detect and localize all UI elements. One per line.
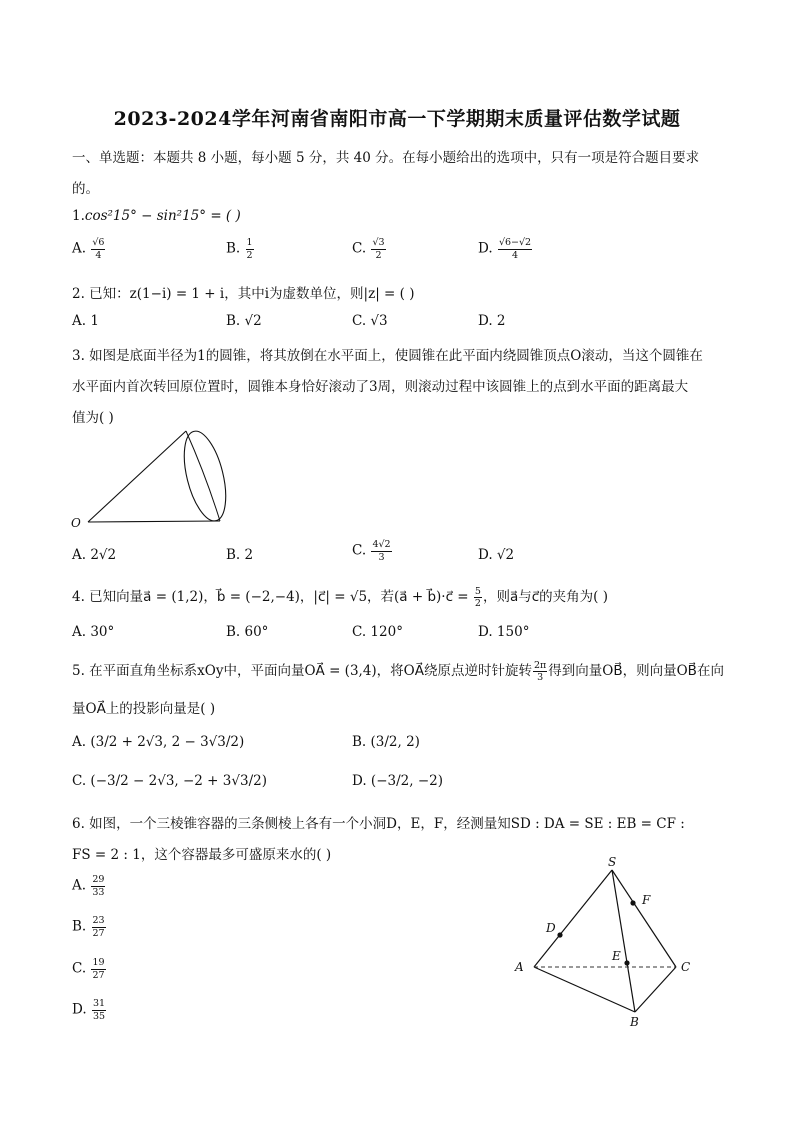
- section-heading-line2: 的。: [72, 181, 99, 197]
- q1-expression: cos²15° − sin²15° = ( ): [84, 208, 241, 224]
- q1-option-c-fraction: $\frac{√3}{2}$: [372, 237, 385, 261]
- q5-option-d[interactable]: D. (−3/2, −2): [352, 773, 443, 789]
- q6-option-b-fraction: $\frac{23}{27}$: [92, 915, 105, 939]
- q5-option-c[interactable]: C. (−3/2 − 2√3, −2 + 3√3/2): [72, 773, 267, 789]
- q1-number: 1.: [72, 208, 85, 224]
- label-b: B: [630, 1015, 639, 1029]
- q2-option-a[interactable]: A. 1: [72, 313, 99, 329]
- q5-stem-line2: 量OA⃗上的投影向量是( ): [72, 701, 216, 717]
- q5-option-b[interactable]: B. (3/2, 2): [352, 734, 420, 750]
- q3-option-c[interactable]: C. $\frac{4√2}{3}$: [352, 539, 391, 563]
- cone-base-diameter: [186, 431, 220, 521]
- section-heading-line1: 一、单选题：本题共 8 小题，每小题 5 分，共 40 分。在每小题给出的选项中，只有一项是符合题目要求: [72, 150, 700, 166]
- q6-option-c[interactable]: C. $\frac{19}{27}$: [72, 957, 105, 981]
- q6-option-d[interactable]: D. $\frac{31}{35}$: [72, 998, 106, 1022]
- q2-option-b[interactable]: B. √2: [226, 313, 262, 329]
- q3-option-b[interactable]: B. 2: [226, 547, 254, 563]
- q5-option-a[interactable]: A. (3/2 + 2√3, 2 − 3√3/2): [72, 734, 245, 750]
- page-title: 2023-2024学年河南省南阳市高一下学期期末质量评估数学试题: [113, 108, 681, 130]
- edge-sc: [612, 870, 676, 967]
- q6-option-a[interactable]: A. $\frac{29}{33}$: [72, 874, 105, 898]
- q4-option-c[interactable]: C. 120°: [352, 624, 403, 640]
- cone-upper-slant-line: [88, 431, 186, 522]
- q5-stem-line1: 5. 在平面直角坐标系xOy中，平面向量OA⃗ = (3,4)，将OA⃗绕原点逆时针旋转 $\frac{2\pi}{3}$ 得到向量OB⃗，则向量OB⃗在向: [72, 659, 724, 683]
- q4-option-b[interactable]: B. 60°: [226, 624, 269, 640]
- q5-angle-fraction: $\frac{2\pi}{3}$: [533, 659, 547, 683]
- q2-option-d[interactable]: D. 2: [478, 313, 506, 329]
- q1-option-a[interactable]: A. $\frac{√6}{4}$: [72, 237, 105, 261]
- q1-option-b[interactable]: B. $\frac{1}{2}$: [226, 237, 253, 261]
- q2-stem: 2. 已知：z(1−i) = 1 + i，其中i为虚数单位，则|z| = ( ): [72, 286, 415, 302]
- q6-stem-line1: 6. 如图，一个三棱锥容器的三条侧棱上各有一个小洞D，E，F，经测量知SD : DA = SE : EB = CF :: [72, 816, 685, 832]
- hole-f: [630, 900, 635, 905]
- label-s: S: [608, 855, 617, 869]
- q4-fraction: $\frac{5}{2}$: [474, 585, 481, 609]
- edge-sb: [612, 870, 635, 1012]
- label-c: C: [681, 960, 691, 974]
- q3-option-d[interactable]: D. √2: [478, 547, 515, 563]
- q6-option-a-fraction: $\frac{29}{33}$: [92, 874, 105, 898]
- q1-option-a-fraction: $\frac{√6}{4}$: [92, 237, 105, 261]
- q1-option-c[interactable]: C. $\frac{√3}{2}$: [352, 237, 385, 261]
- edge-sa: [534, 870, 612, 967]
- q1-option-b-fraction: $\frac{1}{2}$: [246, 237, 253, 261]
- edge-ab: [534, 967, 635, 1012]
- edge-cb: [635, 967, 676, 1012]
- label-f: F: [642, 893, 651, 907]
- q6-stem-line2: FS = 2 : 1，这个容器最多可盛原来水的( ): [72, 847, 332, 863]
- q4-stem: 4. 已知向量a⃗ = (1,2)，b⃗ = (−2,−4)，|c⃗| = √5，若(a⃗ + b⃗)·c⃗ = $\frac{5}{2}$ ，则a⃗与c⃗的夹角为( ): [72, 585, 608, 609]
- q3-stem-line2: 水平面内首次转回原位置时，圆锥本身恰好滚动了3周，则滚动过程中该圆锥上的点到水平面的距离最大: [72, 379, 689, 395]
- q2-option-c[interactable]: C. √3: [352, 313, 388, 329]
- q4-option-d[interactable]: D. 150°: [478, 624, 530, 640]
- cone-vertex-label: O: [71, 516, 81, 530]
- cone-lower-slant-line: [88, 521, 220, 522]
- label-a: A: [515, 960, 524, 974]
- hole-e: [624, 960, 629, 965]
- q6-option-c-fraction: $\frac{19}{27}$: [92, 957, 105, 981]
- q1-stem: [72, 208, 241, 224]
- q1-option-d[interactable]: D. $\frac{√6-√2}{4}$: [478, 237, 532, 261]
- q1-option-d-fraction: $\frac{√6-√2}{4}$: [498, 237, 532, 261]
- q3-stem-line3: 值为( ): [72, 410, 114, 426]
- q6-option-b[interactable]: B. $\frac{23}{27}$: [72, 915, 105, 939]
- label-e: E: [612, 949, 621, 963]
- cone-figure: [68, 426, 238, 534]
- q6-option-d-fraction: $\frac{31}{35}$: [92, 998, 106, 1022]
- q3-stem-line1: 3. 如图是底面半径为1的圆锥，将其放倒在水平面上，使圆锥在此平面内绕圆锥顶点O滚动，当这个圆锥在: [72, 348, 703, 364]
- q4-option-a[interactable]: A. 30°: [72, 624, 115, 640]
- pyramid-figure: [508, 852, 708, 1030]
- q3-option-c-fraction: $\frac{4√2}{3}$: [372, 539, 391, 563]
- hole-d: [557, 932, 562, 937]
- label-d: D: [546, 921, 556, 935]
- q3-option-a[interactable]: A. 2√2: [72, 547, 117, 563]
